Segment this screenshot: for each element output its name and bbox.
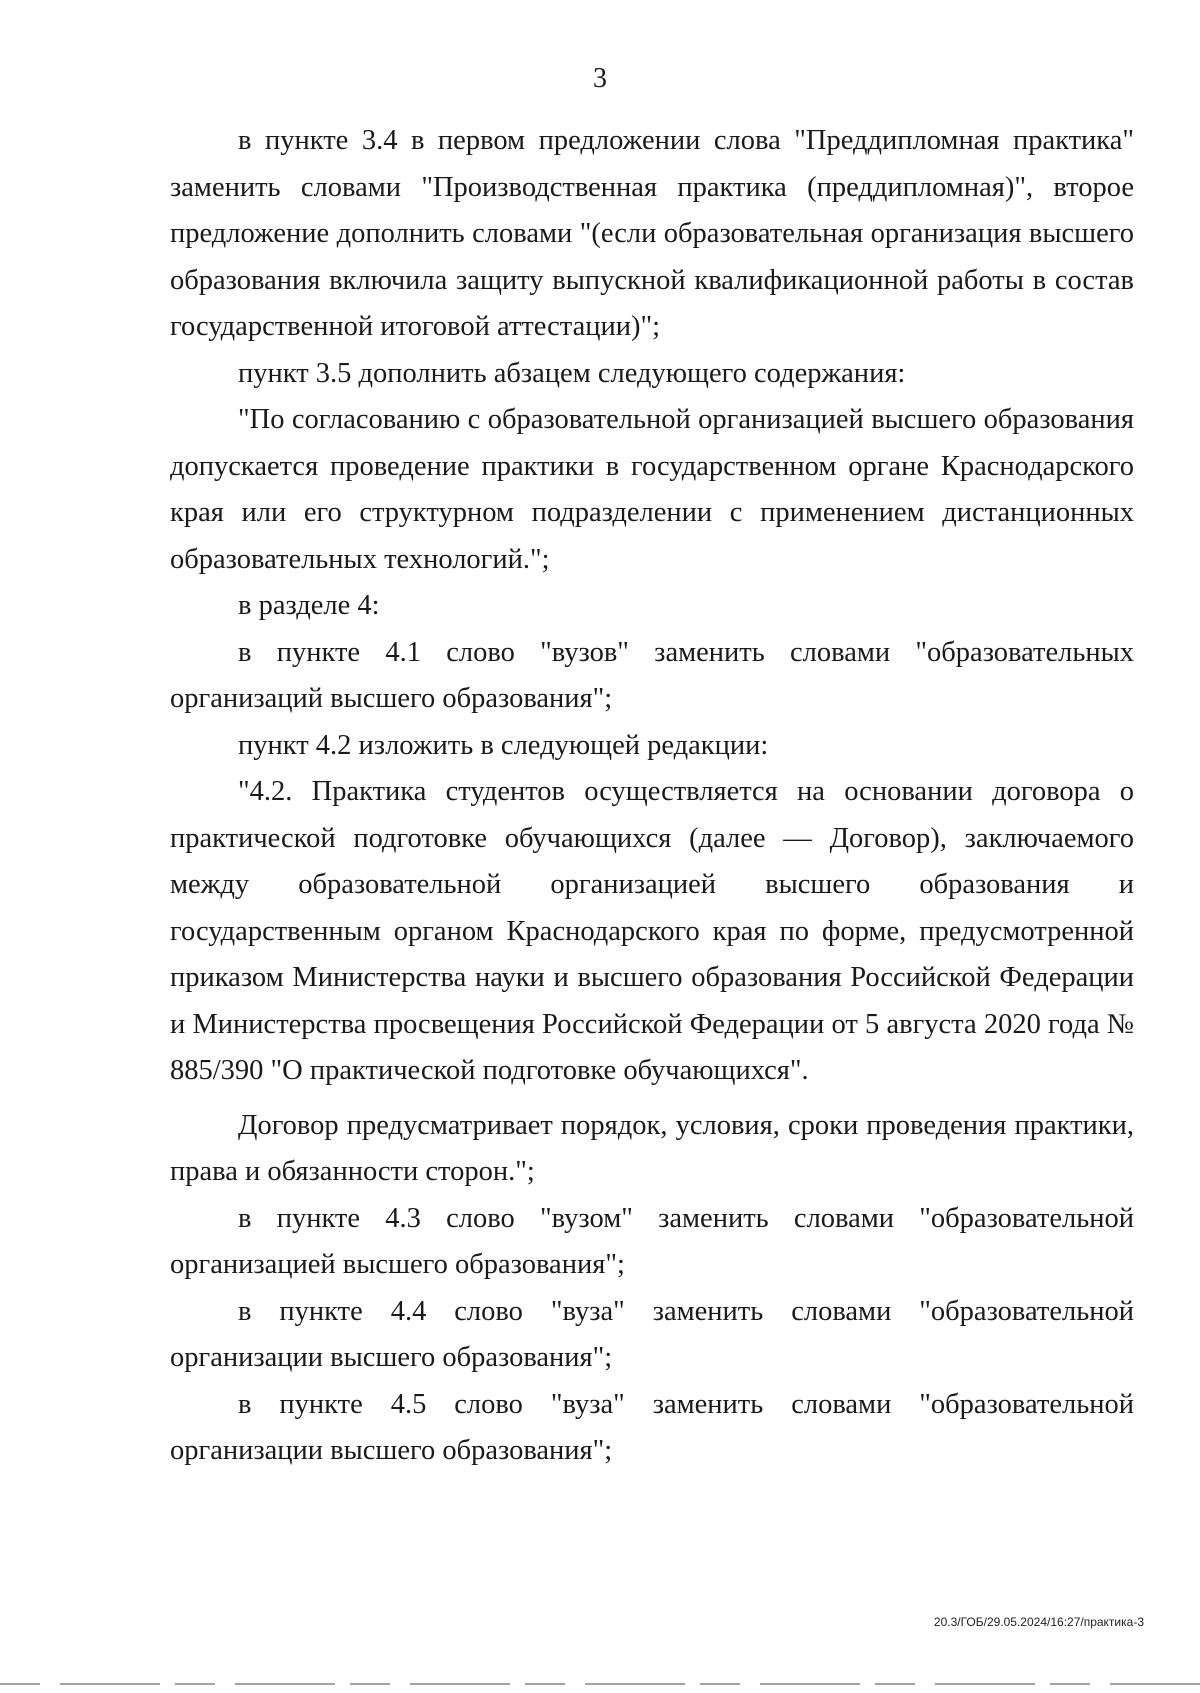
paragraph-4-1: в пункте 4.1 слово "вузов" заменить словами "образовательных организаций высшего образования"; [170, 636, 1134, 714]
paragraph-4-3: в пункте 4.3 слово "вузом" заменить словами "образовательной организацией высшего образования"; [170, 1202, 1134, 1280]
paragraph-4-2-intro: пункт 4.2 изложить в следующей редакции: [238, 729, 769, 761]
document-body [170, 118, 1134, 1475]
paragraph-4-2-quote: "4.2. Практика студентов осуществляется на основании договора о практической подготовке обучающихся (далее — Договор), заключаемого между образовательной организацией высшего образования и государственным органом Краснодарского края по форме, предусмотренной приказом Министерства науки и высшего образования Российской Федерации и Министерства просвещения Российской Федерации от 5 августа 2020 года № 885/390 "О практической подготовке обучающихся". [170, 776, 1134, 1086]
paragraph-3-5-intro: пункт 3.5 дополнить абзацем следующего содержания: [238, 357, 906, 389]
paragraph-3-5-quote: "По согласованию с образовательной организацией высшего образования допускается проведение практики в государственном органе Краснодарского края или его структурном подразделении с применением дистанционных образовательных технологий."; [170, 404, 1134, 575]
footer-document-code: 20.3/ГОБ/29.05.2024/16:27/практика-3 [933, 1615, 1144, 1629]
paragraph-contract: Договор предусматривает порядок, условия, сроки проведения практики, права и обязанности сторон."; [170, 1109, 1134, 1187]
page-number: 3 [593, 63, 607, 94]
paragraph-3-4: в пункте 3.4 в первом предложении слова "Преддипломная практика" заменить словами "Производственная практика (преддипломная)", второе предложение дополнить словами "(если образовательная организация высшего образования включила защиту выпускной квалификационной работы в состав государственной итоговой аттестации)"; [170, 125, 1134, 342]
paragraph-section-4: в разделе 4: [238, 590, 380, 621]
paragraph-4-4: в пункте 4.4 слово "вуза" заменить словами "образовательной организации высшего образования"; [170, 1295, 1134, 1373]
scan-edge-line [0, 1683, 1200, 1685]
paragraph-4-5: в пункте 4.5 слово "вуза" заменить словами "образовательной организации высшего образования"; [170, 1388, 1134, 1466]
